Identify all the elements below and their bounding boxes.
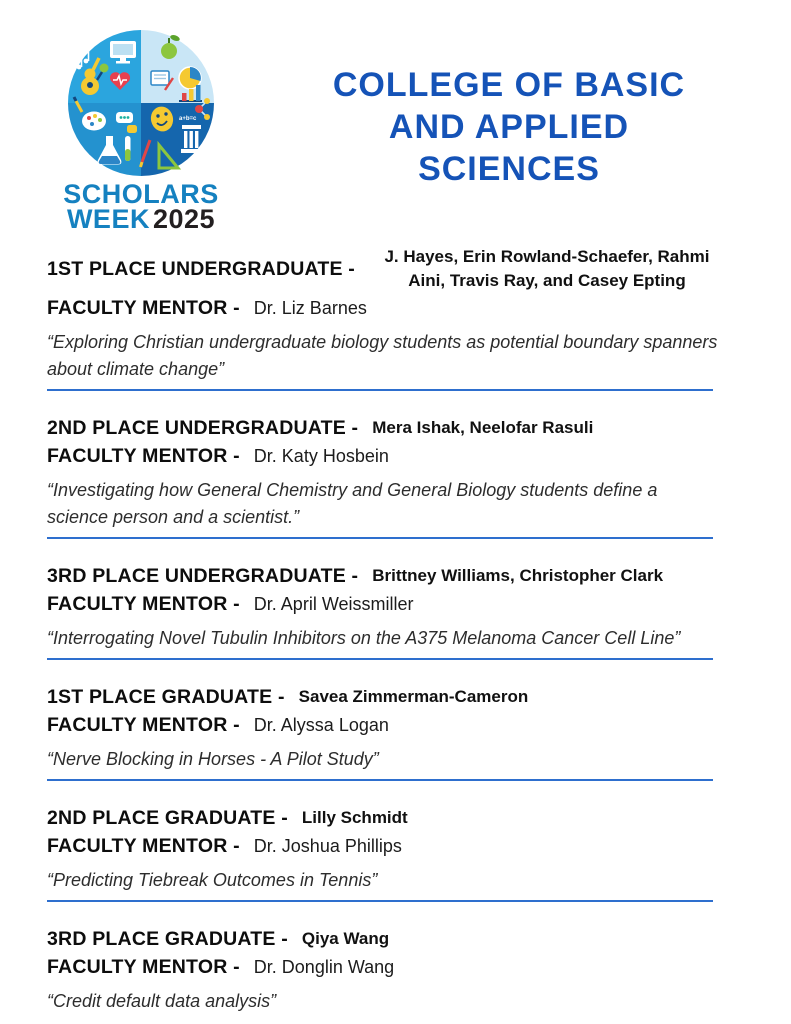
section-divider <box>47 389 713 391</box>
faculty-mentor-name: Dr. Joshua Phillips <box>253 836 402 856</box>
award-section-3rd-graduate <box>47 926 743 1024</box>
faculty-mentor-label: FACULTY MENTOR - <box>47 835 240 857</box>
project-title-quote: “Investigating how General Chemistry and General Biology students define a science person and a scientist.” <box>47 480 658 527</box>
place-label: 2ND PLACE UNDERGRADUATE - <box>47 416 359 439</box>
winner-names: Brittney Williams, Christopher Clark <box>372 566 664 585</box>
formula-text: a+b=c <box>179 116 197 122</box>
logo-wordmark <box>62 179 220 234</box>
award-section-2nd-graduate <box>47 805 743 902</box>
test-tube-icon <box>125 136 131 161</box>
section-divider <box>47 537 713 539</box>
faculty-mentor-name: Dr. Donglin Wang <box>253 957 395 977</box>
winner-names: Qiya Wang <box>301 929 390 948</box>
place-label: 3RD PLACE GRADUATE - <box>47 927 288 950</box>
faculty-mentor-name: Dr. Alyssa Logan <box>253 715 389 735</box>
faculty-mentor-label: FACULTY MENTOR - <box>47 714 240 736</box>
winner-names: Mera Ishak, Neelofar Rasuli <box>372 418 594 437</box>
scholars-week-logo <box>62 28 220 232</box>
page-title-line-3: SCIENCES <box>418 150 600 188</box>
project-title-quote: “Interrogating Novel Tubulin Inhibitors on the A375 Melanoma Cancer Cell Line” <box>47 628 681 648</box>
winner-names: Lilly Schmidt <box>301 808 408 827</box>
palette-icon <box>82 112 106 131</box>
page-title-line-1: COLLEGE OF BASIC <box>332 66 686 104</box>
award-section-3rd-undergraduate <box>47 563 743 660</box>
place-label: 2ND PLACE GRADUATE - <box>47 806 288 829</box>
winner-names: Savea Zimmerman-Cameron <box>298 687 529 706</box>
place-label: 3RD PLACE UNDERGRADUATE - <box>47 564 359 587</box>
page-title <box>283 64 735 190</box>
award-section-2nd-undergraduate <box>47 415 743 539</box>
page-title-line-2: AND APPLIED <box>388 108 630 146</box>
awards-list <box>0 243 791 1024</box>
logo-word-week: WEEK <box>66 204 150 234</box>
scholars-week-logo-icon <box>66 28 216 178</box>
section-divider <box>47 900 713 902</box>
project-title-quote: “Nerve Blocking in Horses - A Pilot Study” <box>47 749 379 769</box>
logo-word-year: 2025 <box>152 204 216 234</box>
award-section-1st-graduate <box>47 684 743 781</box>
section-divider <box>47 779 713 781</box>
section-divider <box>47 658 713 660</box>
faculty-mentor-name: Dr. Liz Barnes <box>253 298 367 318</box>
faculty-mentor-label: FACULTY MENTOR - <box>47 445 240 467</box>
winner-names: J. Hayes, Erin Rowland-Schaefer, Rahmi Aini, Travis Ray, and Casey Epting <box>384 247 710 290</box>
award-section-1st-undergraduate <box>47 243 743 391</box>
place-label: 1ST PLACE GRADUATE - <box>47 685 285 708</box>
logo-word-scholars: SCHOLARS <box>63 179 219 209</box>
project-title-quote: “Predicting Tiebreak Outcomes in Tennis” <box>47 870 378 890</box>
faculty-mentor-label: FACULTY MENTOR - <box>47 297 240 319</box>
project-title-quote: “Credit default data analysis” <box>47 991 277 1011</box>
logo-word-week-year <box>62 204 220 234</box>
project-title-quote: “Exploring Christian undergraduate biology students as potential boundary spanners about climate change” <box>47 332 718 379</box>
faculty-mentor-label: FACULTY MENTOR - <box>47 956 240 978</box>
faculty-mentor-label: FACULTY MENTOR - <box>47 593 240 615</box>
faculty-mentor-name: Dr. Katy Hosbein <box>253 446 389 466</box>
faculty-mentor-name: Dr. April Weissmiller <box>253 594 414 614</box>
place-label: 1ST PLACE UNDERGRADUATE - <box>47 257 355 280</box>
